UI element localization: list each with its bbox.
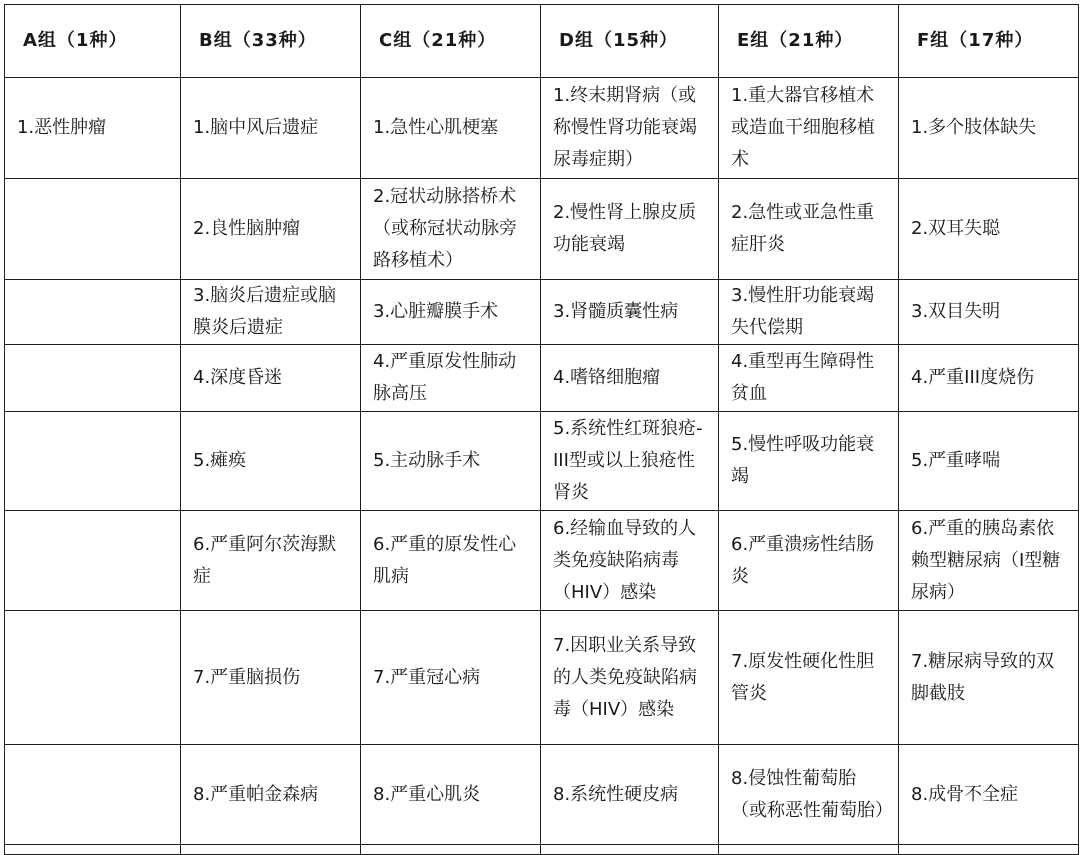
table-cell: 7.因职业关系导致的人类免疫缺陷病毒（HIV）感染 [541, 611, 719, 745]
table-cell: 3.心脏瓣膜手术 [361, 280, 541, 345]
table-cell: 1.多个肢体缺失 [899, 78, 1079, 179]
disease-group-table [4, 4, 1079, 855]
table-cell: 5.严重哮喘 [899, 412, 1079, 511]
table-cell: 2.慢性肾上腺皮质功能衰竭 [541, 179, 719, 280]
table-cell: 6.严重的胰岛素依赖型糖尿病（Ⅰ型糖尿病） [899, 511, 1079, 611]
table-cell: 5.瘫痪 [181, 412, 361, 511]
table-cell: 1.急性心肌梗塞 [361, 78, 541, 179]
table-header-row [5, 5, 1079, 78]
header-cell-group-b: B组（33种） [181, 5, 361, 78]
table-cell: 3.慢性肝功能衰竭失代偿期 [719, 280, 899, 345]
table-cell: 3.双目失明 [899, 280, 1079, 345]
table-cell: 4.严重III度烧伤 [899, 345, 1079, 412]
table-cell: 6.严重的原发性心肌病 [361, 511, 541, 611]
table-cell: 4.严重原发性肺动脉高压 [361, 345, 541, 412]
table-cell [5, 345, 181, 412]
table-cell: 2.冠状动脉搭桥术（或称冠状动脉旁路移植术） [361, 179, 541, 280]
table-cell: 8.严重心肌炎 [361, 745, 541, 845]
table-cell: 2.急性或亚急性重症肝炎 [719, 179, 899, 280]
table-cell [5, 745, 181, 845]
header-cell-group-a: A组（1种） [5, 5, 181, 78]
table-cell [361, 845, 541, 855]
table-row [5, 179, 1079, 280]
table-cell: 1.脑中风后遗症 [181, 78, 361, 179]
table-cell: 5.慢性呼吸功能衰竭 [719, 412, 899, 511]
table-cell: 4.深度昏迷 [181, 345, 361, 412]
table-cell: 6.严重阿尔茨海默症 [181, 511, 361, 611]
table-cell: 7.严重脑损伤 [181, 611, 361, 745]
header-cell-group-d: D组（15种） [541, 5, 719, 78]
table-row [5, 345, 1079, 412]
table-cell [5, 412, 181, 511]
header-cell-group-e: E组（21种） [719, 5, 899, 78]
table-cell: 6.经输血导致的人类免疫缺陷病毒（HIV）感染 [541, 511, 719, 611]
table-cell [719, 845, 899, 855]
table-cell: 7.原发性硬化性胆管炎 [719, 611, 899, 745]
table-cell: 8.系统性硬皮病 [541, 745, 719, 845]
table-cell: 4.重型再生障碍性贫血 [719, 345, 899, 412]
table-cell [181, 845, 361, 855]
table-row [5, 78, 1079, 179]
table-cell: 4.嗜铬细胞瘤 [541, 345, 719, 412]
table-row [5, 745, 1079, 845]
table-cell [5, 845, 181, 855]
table-cell [541, 845, 719, 855]
table-cell: 7.严重冠心病 [361, 611, 541, 745]
table-cell [899, 845, 1079, 855]
table-cell [5, 280, 181, 345]
table-cell [5, 179, 181, 280]
table-cell: 1.重大器官移植术或造血干细胞移植术 [719, 78, 899, 179]
table-cell: 2.良性脑肿瘤 [181, 179, 361, 280]
table-row [5, 412, 1079, 511]
table-row [5, 611, 1079, 745]
table-row [5, 511, 1079, 611]
table-cell: 3.肾髓质囊性病 [541, 280, 719, 345]
table-cell [5, 611, 181, 745]
table-cell: 8.严重帕金森病 [181, 745, 361, 845]
table-cell: 5.主动脉手术 [361, 412, 541, 511]
table-cell [5, 511, 181, 611]
table-cell: 6.严重溃疡性结肠炎 [719, 511, 899, 611]
table-cell: 5.系统性红斑狼疮-III型或以上狼疮性肾炎 [541, 412, 719, 511]
table-row-partial [5, 845, 1079, 855]
table-cell: 1.终末期肾病（或称慢性肾功能衰竭尿毒症期） [541, 78, 719, 179]
table-cell: 8.侵蚀性葡萄胎（或称恶性葡萄胎） [719, 745, 899, 845]
table-cell: 7.糖尿病导致的双脚截肢 [899, 611, 1079, 745]
table-cell: 2.双耳失聪 [899, 179, 1079, 280]
header-cell-group-f: F组（17种） [899, 5, 1079, 78]
table-cell: 8.成骨不全症 [899, 745, 1079, 845]
table-row [5, 280, 1079, 345]
table-cell: 1.恶性肿瘤 [5, 78, 181, 179]
header-cell-group-c: C组（21种） [361, 5, 541, 78]
table-cell: 3.脑炎后遗症或脑膜炎后遗症 [181, 280, 361, 345]
